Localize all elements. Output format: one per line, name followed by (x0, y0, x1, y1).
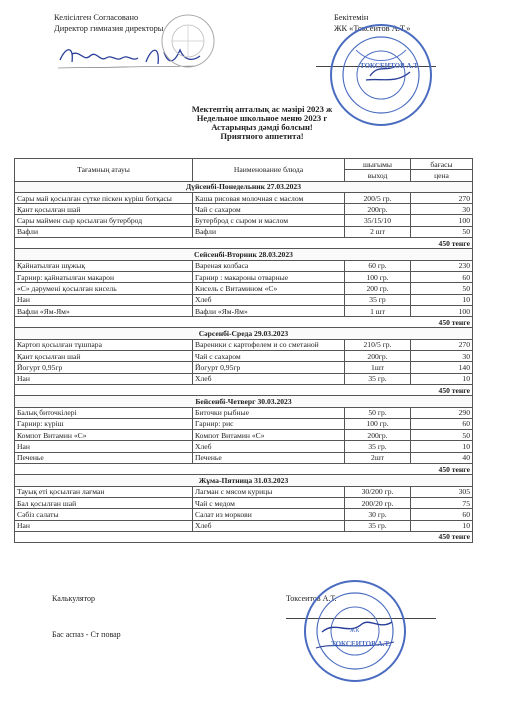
dish-name-kaz: Бал қосылған шай (15, 497, 193, 508)
col-header-price-kaz: бағасы (411, 159, 473, 170)
dish-output: 35 гр. (345, 520, 411, 531)
table-row (15, 305, 473, 316)
dish-name-kaz: Балық биточкілері (15, 407, 193, 418)
dish-name-rus: Вафли (193, 226, 345, 237)
dish-price: 50 (411, 430, 473, 441)
dish-name-kaz: Компот Витамин «С» (15, 430, 193, 441)
dish-name-kaz: Нан (15, 373, 193, 384)
day-total-row (15, 464, 473, 475)
dish-name-kaz: Сәбіз салаты (15, 509, 193, 520)
table-row (15, 452, 473, 463)
col-header-output-kaz: шығымы (345, 159, 411, 170)
dish-price: 100 (411, 215, 473, 226)
dish-output: 30 гр. (345, 509, 411, 520)
title-line4: Приятного аппетита! (220, 131, 304, 141)
table-row (15, 520, 473, 531)
day-header-row (15, 328, 473, 339)
dish-name-kaz: Қайнатылған шұжық (15, 260, 193, 271)
day-total: 450 тенге (15, 317, 473, 328)
dish-name-kaz: Нан (15, 441, 193, 452)
dish-name-kaz: Нан (15, 520, 193, 531)
table-row (15, 215, 473, 226)
day-header-row (15, 475, 473, 486)
dish-name-kaz: Вафли «Ям-Ям» (15, 305, 193, 316)
day-title: Сейсенбі-Вторник 28.03.2023 (15, 249, 473, 260)
dish-name-rus: Вареники с картофелем и со сметаной (193, 339, 345, 350)
dish-output: 1шт (345, 362, 411, 373)
approval-left-line2: Директор гимназия директоры (54, 24, 164, 33)
day-total-row (15, 238, 473, 249)
dish-name-rus: Вафли «Ям-Ям» (193, 305, 345, 316)
dish-name-rus: Хлеб (193, 441, 345, 452)
dish-name-kaz: Сары маймен сыр қосылған бутерброд (15, 215, 193, 226)
title-line2: Недельное школьное меню 2023 г (196, 113, 328, 123)
dish-price: 60 (411, 509, 473, 520)
dish-name-kaz: Гарнир: күріш (15, 418, 193, 429)
dish-price: 140 (411, 362, 473, 373)
dish-output: 100 гр. (345, 418, 411, 429)
dish-output: 35 гр (345, 294, 411, 305)
dish-price: 10 (411, 520, 473, 531)
approval-right-line2: ЖК «Токсеитов А.Т.» (334, 24, 411, 33)
table-row (15, 441, 473, 452)
dish-name-kaz: Тауық еті қосылған лағман (15, 486, 193, 497)
dish-output: 50 гр. (345, 407, 411, 418)
dish-output: 2 шт (345, 226, 411, 237)
stamp-bottom-top-text: ЖК (350, 628, 360, 634)
day-total-row (15, 384, 473, 395)
dish-name-rus: Йогурт 0,95гр (193, 362, 345, 373)
day-total: 450 тенге (15, 384, 473, 395)
table-row (15, 204, 473, 215)
day-total-row (15, 531, 473, 542)
table-row (15, 497, 473, 508)
dish-output: 30/200 гр. (345, 486, 411, 497)
table-row (15, 294, 473, 305)
table-row (15, 373, 473, 384)
dish-name-kaz: Печенье (15, 452, 193, 463)
dish-price: 10 (411, 294, 473, 305)
dish-name-rus: Чай с сахаром (193, 204, 345, 215)
table-row (15, 283, 473, 294)
dish-name-rus: Бутерброд с сыром и маслом (193, 215, 345, 226)
dish-name-rus: Печенье (193, 452, 345, 463)
day-header-row (15, 396, 473, 407)
dish-output: 1 шт (345, 305, 411, 316)
dish-price: 50 (411, 226, 473, 237)
dish-name-kaz: Қант қосылған шай (15, 204, 193, 215)
menu-table (14, 158, 473, 543)
dish-name-kaz: Гарнир: қайнатылған макарон (15, 271, 193, 282)
dish-price: 30 (411, 204, 473, 215)
dish-name-rus: Компот Витамин «С» (193, 430, 345, 441)
dish-output: 200гр. (345, 204, 411, 215)
dish-price: 270 (411, 192, 473, 203)
dish-price: 75 (411, 497, 473, 508)
day-title: Жұма-Пятница 31.03.2023 (15, 475, 473, 486)
dish-name-rus: Чай с сахаром (193, 351, 345, 362)
approval-right-line1: Бекітемін (334, 13, 369, 22)
dish-output: 210/5 гр. (345, 339, 411, 350)
dish-name-kaz: Сары май қосылған сүтке піскен күріш ботқасы (15, 192, 193, 203)
footer-left-line2: Бас аспаз - Ст повар (52, 630, 121, 639)
dish-output: 35 гр. (345, 373, 411, 384)
dish-name-rus: Хлеб (193, 294, 345, 305)
col-header-kaz: Тағамның атауы (15, 159, 193, 182)
dish-price: 40 (411, 452, 473, 463)
stamp-bottom-text: ТОКСЕИТОВ А.Т. (331, 640, 391, 648)
dish-name-kaz: «С» дәрумені қосылған кисель (15, 283, 193, 294)
col-header-price-rus: цена (411, 170, 473, 181)
dish-output: 200гр. (345, 430, 411, 441)
dish-name-rus: Хлеб (193, 373, 345, 384)
col-header-output-rus: выход (345, 170, 411, 181)
table-row (15, 339, 473, 350)
dish-price: 230 (411, 260, 473, 271)
dish-name-rus: Вареная колбаса (193, 260, 345, 271)
dish-name-rus: Биточки рыбные (193, 407, 345, 418)
dish-name-rus: Салат из моркови (193, 509, 345, 520)
dish-price: 270 (411, 339, 473, 350)
title-line3: Астарыңыз дәмді болсын! (211, 122, 313, 132)
table-header-row (15, 159, 473, 170)
table-row (15, 271, 473, 282)
dish-name-kaz: Вафли (15, 226, 193, 237)
day-total-row (15, 317, 473, 328)
table-row (15, 351, 473, 362)
dish-price: 10 (411, 373, 473, 384)
day-title: Дүйсенбі-Понедельник 27.03.2023 (15, 181, 473, 192)
approval-left-line1: Келісілген Согласовано (54, 13, 139, 22)
dish-name-kaz: Қант қосылған шай (15, 351, 193, 362)
day-total: 450 тенге (15, 464, 473, 475)
table-row (15, 192, 473, 203)
day-title: Бейсенбі-Четверг 30.03.2023 (15, 396, 473, 407)
table-row (15, 430, 473, 441)
dish-output: 200 гр. (345, 283, 411, 294)
dish-price: 30 (411, 351, 473, 362)
dish-price: 60 (411, 418, 473, 429)
table-row (15, 486, 473, 497)
dish-output: 35/15/10 (345, 215, 411, 226)
dish-name-rus: Чай с медом (193, 497, 345, 508)
dish-price: 100 (411, 305, 473, 316)
stamp-top-text: ТОКСЕИТОВ А.Т. (360, 62, 420, 70)
dish-name-rus: Кисель с Витамином «С» (193, 283, 345, 294)
col-header-rus: Наименование блюда (193, 159, 345, 182)
emblem-seal (150, 10, 226, 72)
day-header-row (15, 181, 473, 192)
dish-output: 2шт (345, 452, 411, 463)
day-title: Сәрсенбі-Среда 29.03.2023 (15, 328, 473, 339)
dish-name-rus: Гарнир : макароны отварные (193, 271, 345, 282)
dish-name-kaz: Йогурт 0,95гр (15, 362, 193, 373)
footer-right-name: Токсеитов А.Т. (286, 594, 337, 603)
dish-price: 290 (411, 407, 473, 418)
dish-output: 100 гр. (345, 271, 411, 282)
table-row (15, 226, 473, 237)
dish-price: 305 (411, 486, 473, 497)
table-row (15, 362, 473, 373)
dish-name-rus: Хлеб (193, 520, 345, 531)
dish-name-rus: Каша рисовая молочная с маслом (193, 192, 345, 203)
day-total: 450 тенге (15, 531, 473, 542)
dish-name-kaz: Нан (15, 294, 193, 305)
table-row (15, 418, 473, 429)
table-row (15, 260, 473, 271)
day-header-row (15, 249, 473, 260)
dish-output: 60 гр. (345, 260, 411, 271)
dish-output: 200гр. (345, 351, 411, 362)
dish-price: 60 (411, 271, 473, 282)
dish-output: 35 гр. (345, 441, 411, 452)
dish-name-kaz: Картоп қосылған тұшпара (15, 339, 193, 350)
dish-output: 200/20 гр. (345, 497, 411, 508)
footer-left-line1: Калькулятор (52, 594, 95, 603)
day-total: 450 тенге (15, 238, 473, 249)
table-row (15, 509, 473, 520)
dish-output: 200/5 гр. (345, 192, 411, 203)
dish-price: 50 (411, 283, 473, 294)
table-row (15, 407, 473, 418)
dish-price: 10 (411, 441, 473, 452)
title-line1: Мектептің апталық ас мәзірі 2023 ж (191, 104, 333, 114)
dish-name-rus: Гарнир: рис (193, 418, 345, 429)
dish-name-rus: Лагман с мясом курицы (193, 486, 345, 497)
